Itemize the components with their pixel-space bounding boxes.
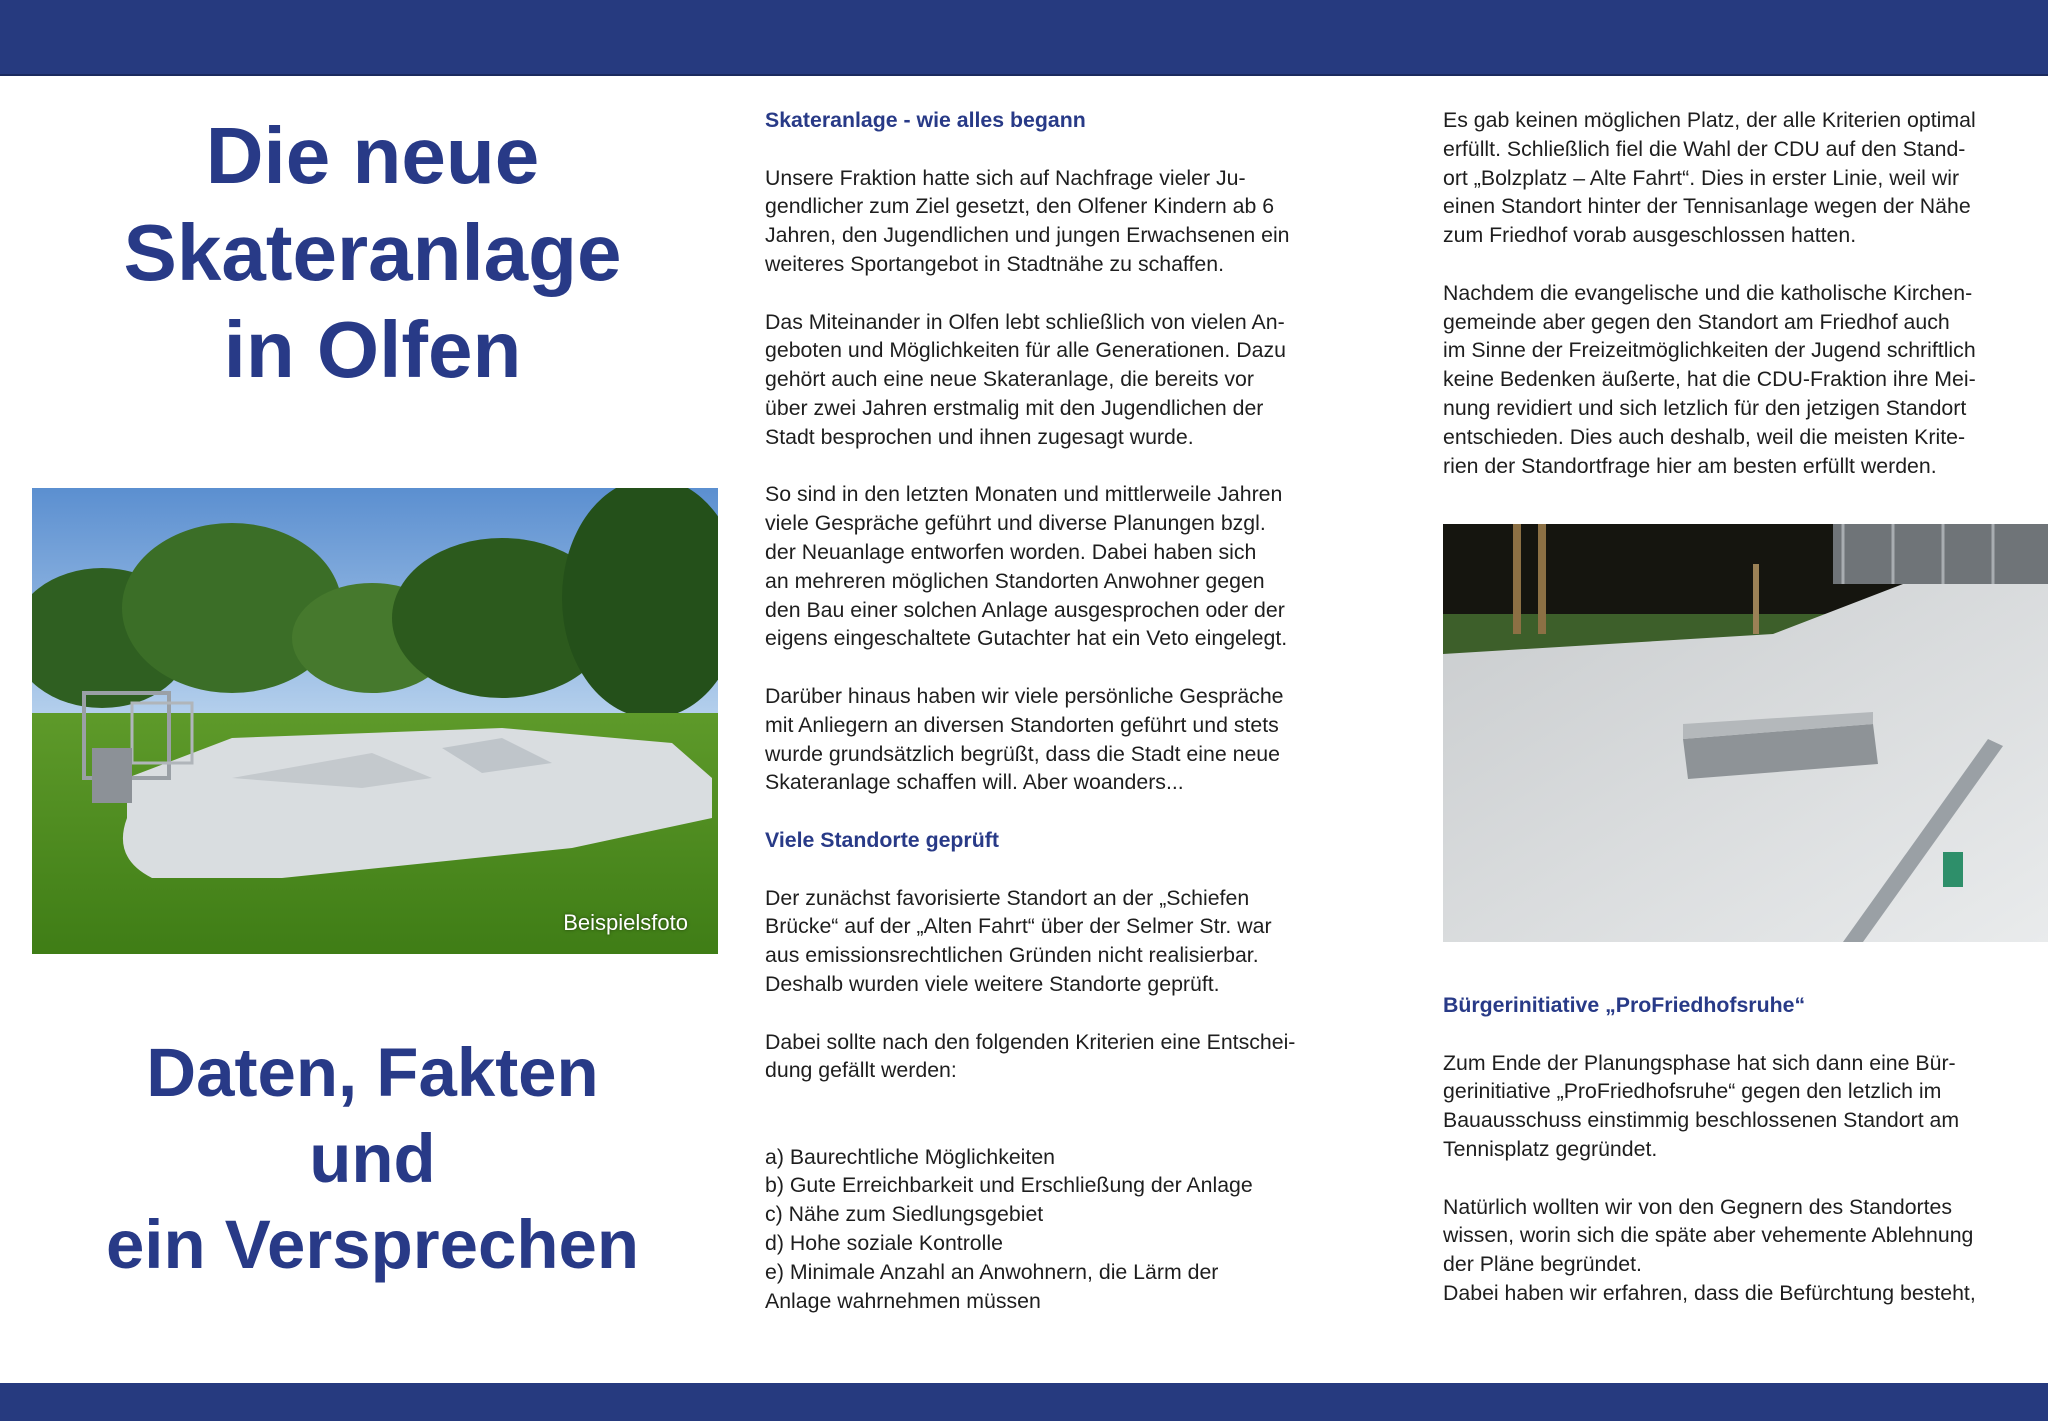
criteria-list [765, 1143, 1365, 1316]
spacer [765, 1114, 1365, 1143]
paragraph: So sind in den letzten Monaten und mittlerweile Jahren viele Gespräche geführt und diverse Planungen bzgl. der Neuanlage entworfen worden. Dabei haben sich an mehreren möglichen Standorten Anwohner gegen den Bau einer solchen Anlage ausgesprochen oder der eigens eingeschaltete Gutachter hat ein Veto eingelegt. [765, 482, 1288, 651]
photo-caption: Beispielsfoto [563, 910, 688, 935]
skatepark-detail-photo [1443, 524, 2048, 942]
main-title-line-1: Die neue [205, 111, 540, 200]
title-column [0, 74, 745, 1383]
bottom-banner [0, 1383, 2048, 1421]
heading-standorte: Viele Standorte geprüft [765, 827, 999, 852]
main-title-line-3: in Olfen [223, 305, 522, 394]
main-title-line-2: Skateranlage [123, 208, 622, 297]
main-title [0, 107, 745, 398]
criteria-item: a) Baurechtliche Möglichkeiten [765, 1144, 1056, 1169]
text-column-3-lower [1443, 991, 2043, 1337]
criteria-item: d) Hohe soziale Kontrolle [765, 1231, 1003, 1256]
subtitle-line-2: und [309, 1120, 436, 1197]
criteria-item: e) Minimale Anzahl an Anwohnern, die Lärm der Anlage wahrnehmen müssen [765, 1259, 1219, 1313]
paragraph: Darüber hinaus haben wir viele persönliche Gespräche mit Anliegern an diversen Standorten geführt und stets wurde grundsätzlich begrüßt, dass die Stadt eine neue Skateranlage schaffen will. Aber woanders... [765, 683, 1284, 795]
skatepark-photo [32, 488, 718, 954]
paragraph: Nachdem die evangelische und die katholische Kirchen- gemeinde aber gegen den Standort am Friedhof auch im Sinne der Freizeitmöglichkeiten der Jugend schriftlich keine Bedenken äußerte, hat die CDU-Fraktion ihre Mei- nung revidiert und sich letzlich für den jetzigen Standort entschieden. Dies auch deshalb, weil die meisten Krite- rien der Standortfrage hier am besten erfüllt werden. [1443, 280, 1976, 478]
subtitle-line-3: ein Versprechen [105, 1206, 640, 1283]
subtitle [0, 1030, 745, 1288]
paragraph: Unsere Fraktion hatte sich auf Nachfrage vieler Ju- gendlicher zum Ziel gesetzt, den Olfener Kindern ab 6 Jahren, den Jugendlichen und jungen Erwachsenen ein weiteres Sportangebot in Stadtnähe zu schaffen. [765, 165, 1290, 276]
paragraph: Natürlich wollten wir von den Gegnern des Standortes wissen, worin sich die späte aber vehemente Ablehnung der Pläne begründet. Dabei haben wir erfahren, dass die Befürchtung besteht, [1443, 1194, 1976, 1305]
criteria-item: c) Nähe zum Siedlungsgebiet [765, 1202, 1044, 1227]
top-banner [0, 0, 2048, 76]
subtitle-line-1: Daten, Fakten [146, 1034, 599, 1111]
heading-skateranlage: Skateranlage - wie alles begann [765, 108, 1086, 132]
skatepark-photo-image [32, 488, 718, 954]
paragraph: Das Miteinander in Olfen lebt schließlich von vielen An- geboten und Möglichkeiten für alle Generationen. Dazu gehört auch eine neue Skateranlage, die bereits vor über zwei Jahren erstmalig mit den Jugendlichen der Stadt besprochen und ihnen zugesagt wurde. [765, 309, 1286, 449]
paragraph: Der zunächst favorisierte Standort an der „Schiefen Brücke“ auf der „Alten Fahrt“ über der Selmer Str. war aus emissionsrechtlichen Gründen nicht realisierbar. Deshalb wurden viele weitere Standorte geprüft. [765, 885, 1272, 996]
paragraph: Zum Ende der Planungsphase hat sich dann eine Bür- gerinitiative „ProFriedhofsruhe“ gegen den letzlich im Bauausschuss einstimmig beschlossenen Standort am Tennisplatz gegründet. [1443, 1050, 1960, 1161]
heading-buergerinitiative: Bürgerinitiative „ProFriedhofsruhe“ [1443, 993, 1806, 1017]
criteria-item: b) Gute Erreichbarkeit und Erschließung der Anlage [765, 1173, 1253, 1198]
paragraph: Dabei sollte nach den folgenden Kriterien eine Entschei- dung gefällt werden: [765, 1029, 1296, 1083]
text-column-2 [765, 106, 1365, 1315]
paragraph: Es gab keinen möglichen Platz, der alle Kriterien optimal erfüllt. Schließlich fiel die Wahl der CDU auf den Stand- ort „Bolzplatz – Alte Fahrt“. Dies in erster Linie, weil wir einen Standort hinter der Tennisanlage wegen der Nähe zum Friedhof vorab ausgeschlossen hatten. [1443, 108, 1976, 248]
text-column-3 [1443, 106, 2043, 509]
skatepark-detail-photo-image [1443, 524, 2048, 942]
